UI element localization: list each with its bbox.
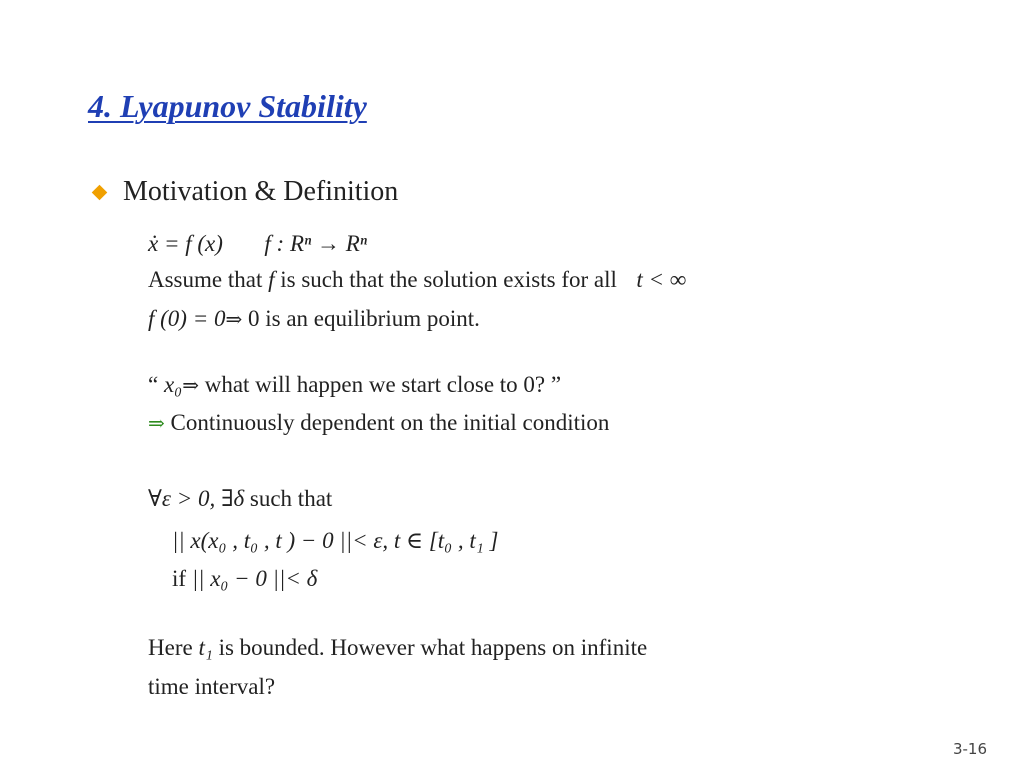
question-line (148, 373, 561, 396)
here-var: t₁ (198, 635, 213, 660)
question-open-quote: “ (148, 372, 159, 397)
assumption-line (148, 268, 686, 291)
forall-text: such that (249, 486, 333, 511)
bound-line (172, 529, 499, 552)
assumption-f: f (268, 267, 275, 292)
implies-arrow-icon: ⇒ (148, 411, 165, 435)
slide-title: 4. Lyapunov Stability (88, 88, 367, 124)
question-text: what will happen we start close to 0? ” (204, 372, 562, 397)
equilibrium-text: 0 is an equilibrium point. (248, 306, 480, 331)
if-equation: || x₀ − 0 ||< δ (191, 566, 318, 591)
bullet-item (90, 176, 398, 208)
continuous-line (148, 411, 609, 434)
time-interval-line (148, 675, 275, 698)
equilibrium-equation: f (0) = 0 (148, 306, 226, 331)
forall-line (148, 487, 332, 510)
system-equation-line (148, 232, 367, 255)
equilibrium-line (148, 307, 480, 330)
bullet-text: Motivation & Definition (123, 176, 399, 207)
forall-condition: ∀ε > 0, ∃δ (148, 486, 245, 511)
here-line (148, 636, 647, 659)
page-number: 3-16 (952, 740, 987, 758)
assumption-prefix: Assume that (148, 267, 263, 292)
map-equation: f : Rⁿ → Rⁿ (264, 231, 368, 256)
question-var: x₀ (163, 372, 183, 397)
diamond-bullet-icon (92, 184, 108, 200)
if-word: if (172, 566, 187, 591)
here-prefix: Here (148, 635, 193, 660)
assumption-condition: t < ∞ (636, 267, 687, 292)
here-text-continued: time interval? (148, 674, 276, 699)
implies-arrow-icon: ⇒ (225, 307, 243, 331)
system-equation: ẋ = f (x) (148, 231, 223, 256)
if-line (172, 567, 317, 590)
here-text: is bounded. However what happens on infinite (218, 635, 648, 660)
implies-arrow-icon: ⇒ (182, 373, 199, 397)
bound-equation: || x(x₀ , t₀ , t ) − 0 ||< ε, t ∈ [t₀ , t₁ ] (172, 528, 499, 553)
assumption-text: is such that the solution exists for all (280, 267, 617, 292)
continuous-text: Continuously dependent on the initial condition (170, 410, 610, 435)
